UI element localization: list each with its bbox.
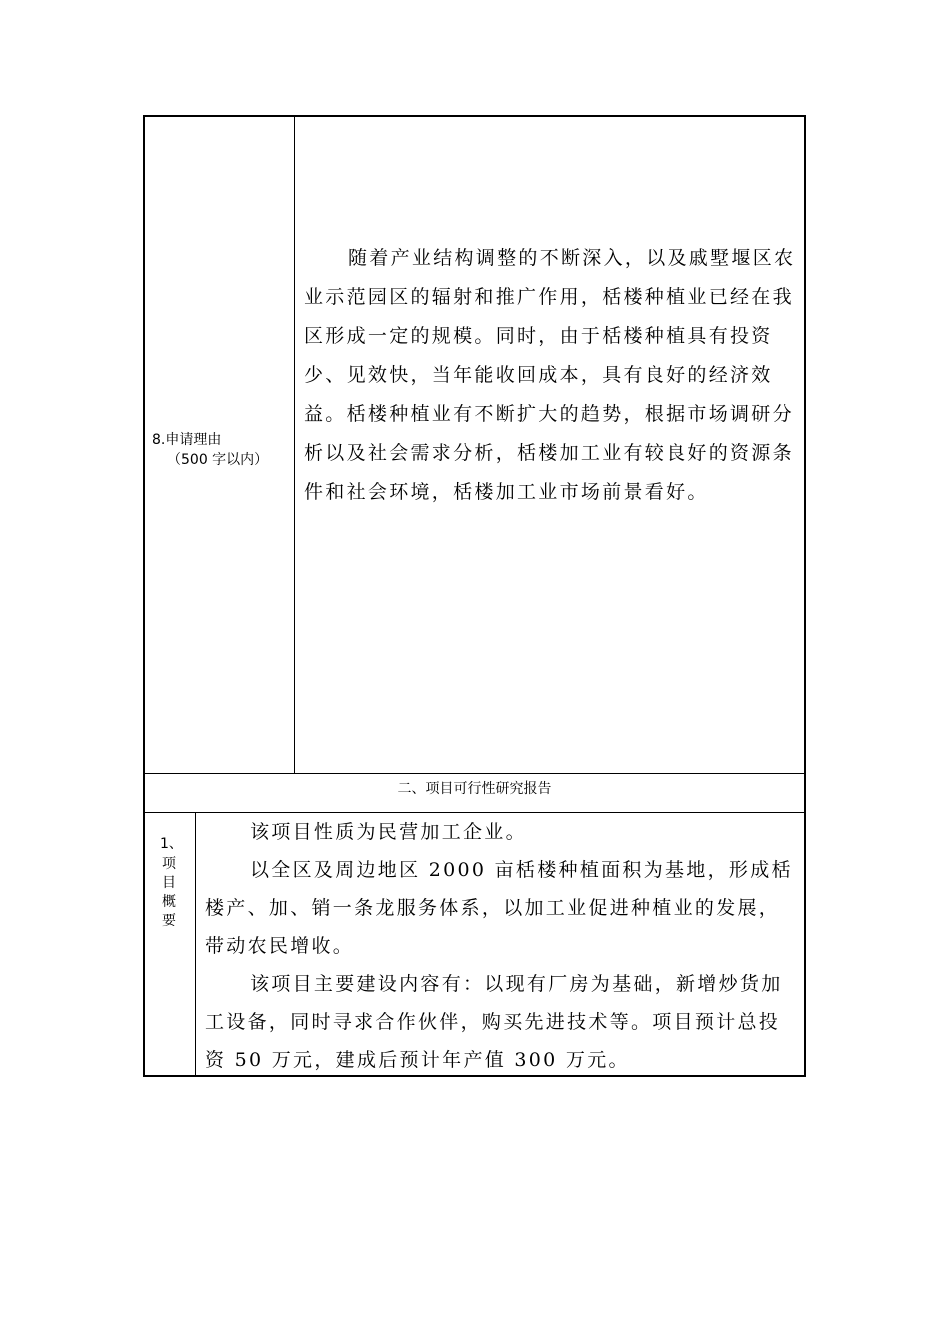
overview-paragraph: 该项目主要建设内容有：以现有厂房为基础，新增炒货加工设备，同时寻求合作伙伴，购买先进技术等。项目预计总投资 50 万元，建成后预计年产值 300 万元。 (205, 973, 783, 1071)
overview-content-cell (196, 813, 804, 1075)
overview-number: 1、 (160, 836, 183, 852)
section-title: 二、项目可行性研究报告 (397, 781, 552, 797)
reason-text: 随着产业结构调整的不断深入，以及戚墅堰区农业示范园区的辐射和推广作用，栝楼种植业已经在我区形成一定的规模。同时，由于栝楼种植具有投资少、见效快，当年能收回成本，具有良好的经济效益。栝楼种植业有不断扩大的趋势，根据市场调研分析以及社会需求分析，栝楼加工业有较良好的资源条件和社会环境，栝楼加工业市场前景看好。 (304, 247, 796, 503)
overview-paragraph: 该项目性质为民营加工企业。 (250, 821, 527, 843)
overview-label: 项目概要 (162, 856, 176, 929)
reason-content-cell (295, 117, 804, 773)
application-form-table (143, 115, 806, 1077)
reason-word-limit: （500 字以内） (167, 452, 269, 468)
reason-label: 8.申请理由 (152, 432, 222, 448)
section-header (145, 773, 804, 813)
overview-paragraph: 以全区及周边地区 2000 亩栝楼种植面积为基地，形成栝楼产、加、销一条龙服务体系，以加工业促进种植业的发展，带动农民增收。 (205, 859, 793, 957)
overview-label-cell (145, 813, 196, 1075)
reason-label-cell (145, 117, 295, 773)
